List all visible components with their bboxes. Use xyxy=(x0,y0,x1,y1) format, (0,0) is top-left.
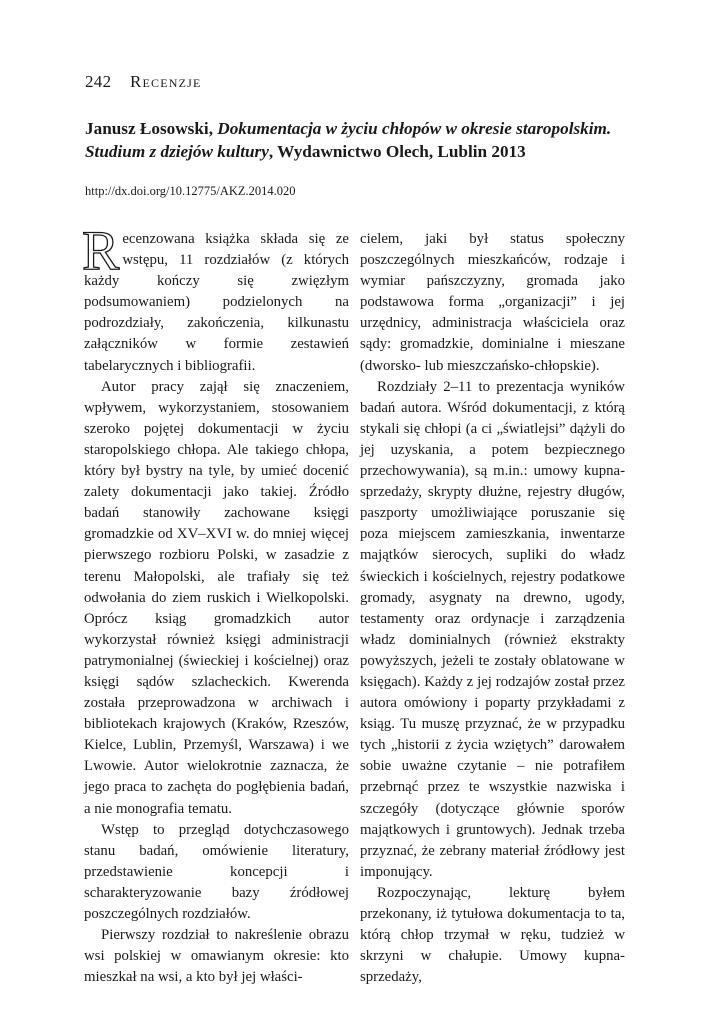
running-head xyxy=(85,72,202,92)
book-title: Dokumentacja w życiu chłopów w okresie staropolskim. Studium z dziejów kultury xyxy=(85,119,612,161)
left-column xyxy=(82,220,349,988)
doi-link[interactable]: http://dx.doi.org/10.12775/AKZ.2014.020 xyxy=(85,184,296,198)
paragraph: Rozdziały 2–11 to prezentacja wyników badań autora. Wśród dokumentacji, z którą stykali się chłopi (a ci „światlejsi” dążyli do jej uzyskania, a potem bezpiecznego przechowywania), są m.in.: umowy kupna-sprzedaży, skrypty dłużne, rejestry długów, paszporty umożliwiające poruszanie się poza miejscem zamieszkania, inwentarze majątków sierocych, supliki do władz świeckich i kościelnych, rejestry podatkowe gromady, asygnaty na drewno, ugody, testamenty oraz ordynacje i zarządzenia władz dominialnych (również ekstrakty powyższych, jeżeli te zostały oblatowane w księgach). Każdy z jej rodzajów został przez autora omówiony i poparty przykładami z ksiąg. Tu muszę przyznać, że w przypadku tych „historii z życia wziętych” darowałem sobie uważne czytanie – nie potrafiłem przebrnąć przez te wszystkie nazwiska i szczegóły (dotyczące głównie sporów majątkowych i gruntowych). Jednak trzeba przyznać, że zebrany materiał źródłowy jest imponujący. xyxy=(360,378,625,880)
paragraph: Rozpoczynając, lekturę byłem przekonany, iż tytułowa dokumentacja to ta, którą chłop trzymał w ręku, tudzież w skrzyni w chałupie. Umowy kupna-sprzedaży, xyxy=(360,884,625,986)
paragraph: Wstęp to przegląd dotychczasowego stanu badań, omówienie literatury, przedstawienie koncepcji i scharakteryzowanie bazy źródłowej poszczególnych rozdziałów. xyxy=(84,821,349,922)
paragraph: Autor pracy zajął się znaczeniem, wpływem, wykorzystaniem, stosowaniem szeroko pojętej dokumentacji w życiu staropolskiego chłopa. Ale takiego chłopa, który był bystry na tyle, by umieć docenić zalety dokumentacji jako takiej. Źródło badań stanowiły zachowane księgi gromadzkie od XV–XVI w. do mniej więcej pierwszego rozbioru Polski, w zasadzie z terenu Małopolski, ale trafiały się też odwołania do ziem ruskich i Wielkopolski. Oprócz ksiąg gromadzkich autor wykorzystał również księgi administracji patrymonialnej (świeckiej i kościelnej) oraz księgi sądów szlacheckich. Kwerenda została przeprowadzona w archiwach i bibliotekach krajowych (Kraków, Rzeszów, Kielce, Lublin, Przemyśl, Warszawa) i we Lwowie. Autor wielokrotnie zaznacza, że jego praca to zachęta do pogłębienia badań, a nie monografia tematu. xyxy=(84,378,349,817)
publisher-info: , Wydawnictwo Olech, Lublin 2013 xyxy=(268,142,526,161)
paragraph: cielem, jaki był status społeczny poszczególnych mieszkańców, rodzaje i wymiar pańszczyzny, gromada jako podstawowa forma „organizacji” i jej urzędnicy, administracja właściciela oraz sądy: gromadzkie, dominialne i mieszane (dworsko- lub mieszczańsko-chłopskie). xyxy=(360,231,625,374)
paragraph: Recenzowana książka składa się ze wstępu, 11 rozdziałów (z których każdy kończy się zwięzłym podsumowaniem) podzielonych na podrozdziały, zakończenia, kilkunastu załączników w formie zestawień tabelarycznych i bibliografii. xyxy=(82,220,349,374)
review-heading xyxy=(85,117,645,163)
right-column xyxy=(360,229,625,988)
section-title: Recenzje xyxy=(129,72,202,91)
review-author: Janusz Łosowski, xyxy=(85,119,213,138)
drop-cap: R xyxy=(82,220,120,282)
paragraph: Pierwszy rozdział to nakreślenie obrazu wsi polskiej w omawianym okresie: kto mieszkał na wsi, a kto był jej właści- xyxy=(84,927,349,986)
page-number: 242 xyxy=(85,72,112,91)
